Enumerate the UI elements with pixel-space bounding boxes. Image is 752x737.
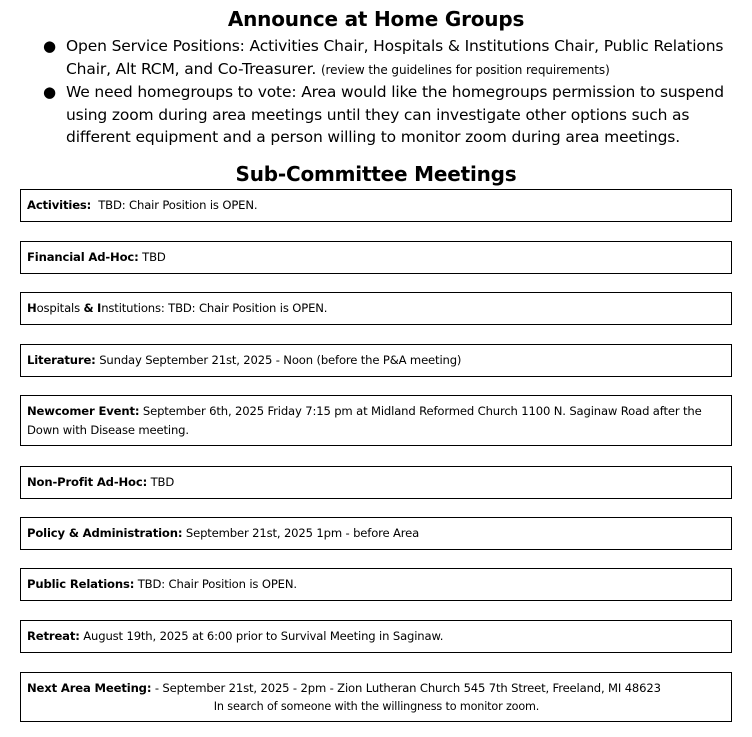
bullet-icon: ● [43,83,56,102]
meeting-label: Activities: [27,198,92,212]
meeting-label: Non-Profit Ad-Hoc: [27,475,148,489]
announce-item-text: Open Service Positions: Activities Chair, Hospitals & Institutions Chair, Public Relations Chair, Alt RCM, and Co-Treasurer. [66,37,724,78]
meeting-activities [20,189,732,222]
meeting-retreat [20,620,732,653]
meeting-policy-administration [20,517,732,550]
meeting-text: TBD: Chair Position is OPEN. [134,577,297,591]
meeting-text: - September 21st, 2025 - 2pm - Zion Lutheran Church 545 7th Street, Freeland, MI 48623 [151,681,661,695]
meeting-newcomer-event [20,395,732,446]
announce-item-text: We need homegroups to vote: Area would like the homegroups permission to suspend using zoom during area meetings until they can investigate other options such as different equipment and a person willing to monitor zoom during area meetings. [66,83,724,147]
meeting-next-area [20,672,732,722]
meeting-literature [20,344,732,377]
meeting-label-initial: I [97,301,102,315]
meeting-text: August 19th, 2025 at 6:00 prior to Survival Meeting in Saginaw. [79,629,444,643]
meeting-text: TBD: Chair Position is OPEN. [91,198,258,212]
meeting-label-part: ospitals [36,301,84,315]
bullet-icon: ● [43,37,56,55]
subcommittee-title: Sub-Committee Meetings [235,162,517,186]
meeting-text: TBD [147,475,175,489]
announce-item-note: (review the guidelines for position requirements) [320,62,610,77]
meeting-label-initial: H [27,301,37,315]
meeting-financial-ad-hoc [20,241,732,274]
announce-item-zoom-vote [0,81,752,149]
meeting-text: Sunday September 21st, 2025 - Noon (before the P&A meeting) [95,353,462,367]
meeting-text: TBD [138,250,166,264]
meeting-label: Public Relations: [27,577,135,591]
meeting-label: Newcomer Event: [27,403,140,418]
meeting-public-relations [20,568,732,601]
announce-item-open-positions [0,35,752,81]
meeting-label: Financial Ad-Hoc: [27,250,139,264]
meeting-hospitals-institutions [20,292,732,325]
meeting-subnote: In search of someone with the willingness to monitor zoom. [213,700,540,713]
meeting-label: Literature: [27,353,96,367]
announce-title: Announce at Home Groups [227,7,525,31]
meeting-non-profit-ad-hoc [20,466,732,499]
meeting-text: September 6th, 2025 Friday 7:15 pm at Midland Reformed Church 1100 N. Saginaw Road after the Down with Disease meeting. [27,403,702,437]
meeting-label: Next Area Meeting: [27,681,152,695]
meeting-label-ampersand: & [83,301,94,315]
meeting-text: nstitutions: TBD: Chair Position is OPEN. [101,301,328,315]
meeting-label: Policy & Administration: [27,526,183,540]
announce-list [0,35,752,149]
meeting-label: Retreat: [27,629,80,643]
meeting-text: September 21st, 2025 1pm - before Area [182,526,420,540]
